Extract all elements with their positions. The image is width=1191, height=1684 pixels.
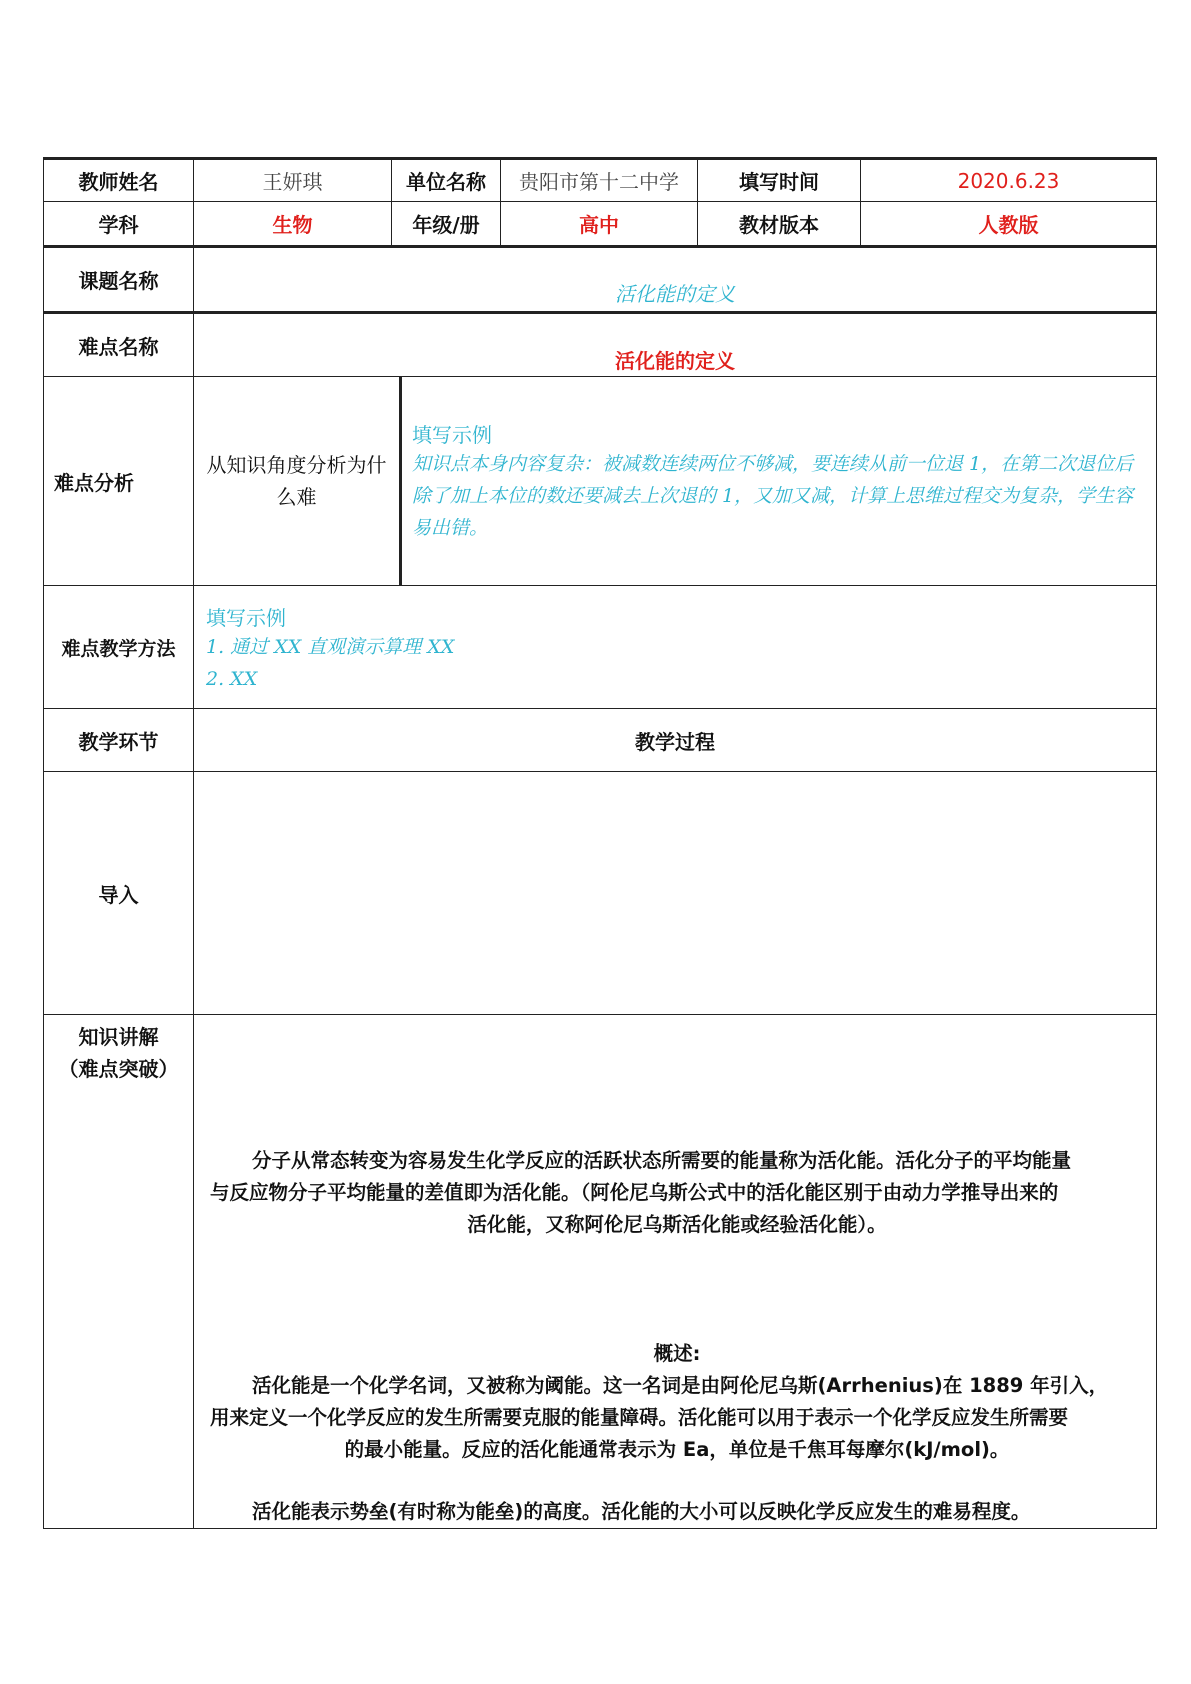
fill-time-value: 2020.6.23 [861,159,1157,202]
knowledge-para2-line3: 的最小能量。反应的活化能通常表示为 Ea，单位是千焦耳每摩尔(kJ/mol)。 [344,1438,1010,1461]
lesson-plan-form [43,157,1156,1529]
topic-cell [194,247,1157,313]
difficulty-value: 活化能的定义 [615,349,735,373]
analysis-label: 难点分析 [44,377,194,586]
process-value: 教学过程 [194,709,1157,772]
unit-value: 贵阳市第十二中学 [501,159,698,202]
overview-title: 概述: [653,1342,701,1365]
textbook-label: 教材版本 [698,202,861,247]
subject-value: 生物 [194,202,392,247]
textbook-value: 人教版 [861,202,1157,247]
unit-label: 单位名称 [392,159,501,202]
subject-label: 学科 [44,202,194,247]
method-item: 1. 通过 XX 直观演示算理 XX [206,636,455,658]
method-example-title: 填写示例 [206,606,286,630]
difficulty-cell [194,313,1157,377]
grade-label: 年级/册 [392,202,501,247]
analysis-example-text: 知识点本身内容复杂：被减数连续两位不够减，要连续从前一位退 1，在第二次退位后除了加上本位的数还要减去上次退的 1，又加又减，计算上思维过程交为复杂，学生容易出错。 [412,453,1134,539]
form-table [43,157,1157,1529]
knowledge-sublabel: （难点突破） [58,1057,179,1081]
analysis-example-title: 填写示例 [412,423,492,447]
knowledge-para2-line1: 活化能是一个化学名词，又被称为阈能。这一名词是由阿伦尼乌斯(Arrhenius)在 1889 年引入， [252,1374,1109,1397]
knowledge-label-cell [44,1015,194,1529]
method-cell [194,586,1157,709]
process-label: 教学环节 [44,709,194,772]
knowledge-para3: 活化能表示势垒(有时称为能垒)的高度。活化能的大小可以反映化学反应发生的难易程度。 [252,1500,1031,1523]
intro-label: 导入 [44,772,194,1015]
analysis-example-cell [401,377,1157,586]
intro-content [194,772,1157,1015]
grade-value: 高中 [501,202,698,247]
knowledge-para1-line1: 分子从常态转变为容易发生化学反应的活跃状态所需要的能量称为活化能。活化分子的平均能量 [252,1149,1072,1172]
knowledge-content [194,1015,1157,1529]
teacher-name-label: 教师姓名 [44,159,194,202]
knowledge-para1-line2: 与反应物分子平均能量的差值即为活化能。（阿伦尼乌斯公式中的活化能区别于由动力学推导出来的 [210,1181,1059,1204]
topic-label: 课题名称 [44,247,194,313]
topic-value: 活化能的定义 [615,282,735,306]
knowledge-label: 知识讲解 [78,1025,159,1049]
method-item: 2. XX [206,668,258,690]
fill-time-label: 填写时间 [698,159,861,202]
teacher-name-value: 王妍琪 [194,159,392,202]
knowledge-para1-line3: 活化能，又称阿伦尼乌斯活化能或经验活化能）。 [467,1213,887,1236]
knowledge-para2-line2: 用来定义一个化学反应的发生所需要克服的能量障碍。活化能可以用于表示一个化学反应发生所需要 [210,1406,1069,1429]
difficulty-label: 难点名称 [44,313,194,377]
analysis-sub-label: 从知识角度分析为什么难 [194,377,401,586]
method-label: 难点教学方法 [44,586,194,709]
